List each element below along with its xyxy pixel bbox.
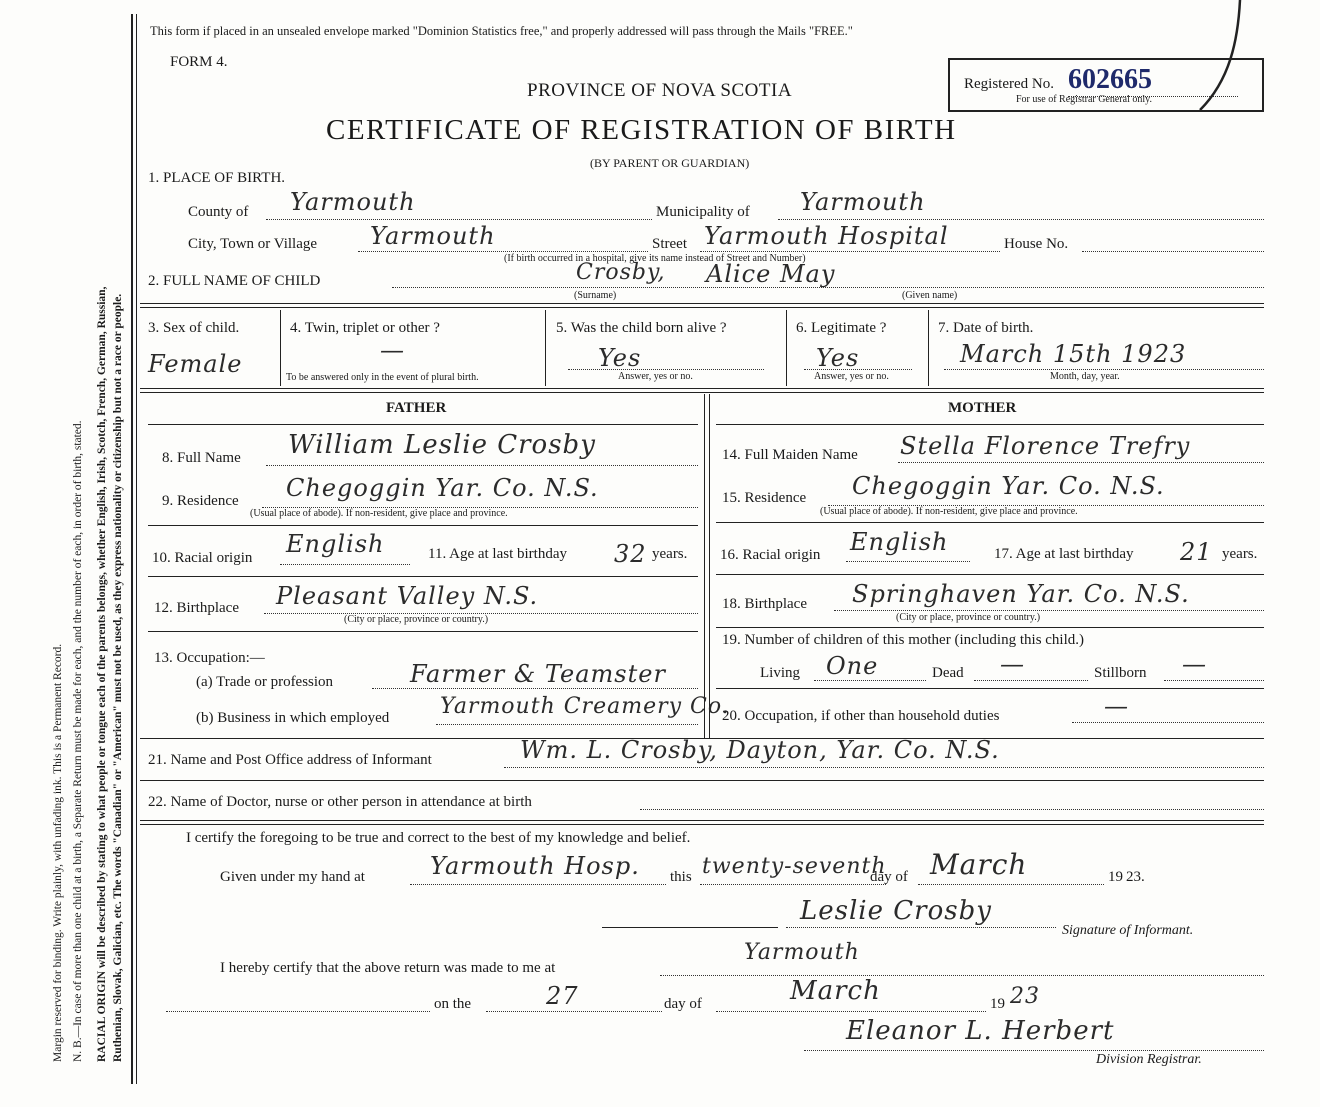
business-label: (b) Business in which employed — [196, 710, 390, 726]
margin-note-plural-birth: N. B.—In case of more than one child at a birth, a Separate Return must be made for each, and the number of each, in order of birth, stated. — [72, 420, 84, 1062]
city-value: Yarmouth — [370, 222, 496, 250]
mother-name-label: 14. Full Maiden Name — [722, 447, 858, 463]
occupation-label: 13. Occupation:— — [154, 650, 265, 666]
father-birthplace-label: 12. Birthplace — [154, 600, 239, 616]
surname-note: (Surname) — [574, 290, 617, 301]
living-label: Living — [760, 665, 800, 681]
mother-heading: MOTHER — [948, 400, 1017, 416]
father-heading: FATHER — [386, 400, 447, 416]
father-residence-value: Chegoggin Yar. Co. N.S. — [286, 474, 599, 502]
dead-value: — — [1000, 650, 1025, 678]
registrar-month: March — [790, 976, 881, 1006]
province-heading: PROVINCE OF NOVA SCOTIA — [527, 80, 793, 101]
legitimate-label: 6. Legitimate ? — [796, 320, 887, 336]
legitimate-value: Yes — [816, 344, 860, 372]
registered-note: For use of Registrar General only. — [1016, 94, 1152, 105]
registrar-day-of: day of — [664, 996, 702, 1012]
county-value: Yarmouth — [290, 188, 416, 216]
living-value: One — [826, 652, 879, 680]
children-count-label: 19. Number of children of this mother (including this child.) — [722, 632, 1085, 648]
given-label: Given under my hand at — [220, 869, 365, 885]
registrar-day: 27 — [546, 982, 579, 1010]
sex-label: 3. Sex of child. — [148, 320, 240, 336]
margin-note-racial-origin: RACIAL ORIGIN will be described by stating to what people or tongue each of the parents belongs, whether English, Irish, Scotch, French, German, Russian, — [96, 286, 108, 1062]
mother-race-label: 16. Racial origin — [720, 547, 821, 563]
date-note: Month, day, year. — [1050, 371, 1120, 382]
registered-label: Registered No. — [964, 76, 1054, 92]
city-label: City, Town or Village — [188, 236, 318, 252]
stillborn-value: — — [1182, 650, 1207, 678]
mother-age-value: 21 — [1180, 538, 1213, 566]
given-month: March — [930, 848, 1028, 881]
alive-value: Yes — [598, 344, 642, 372]
page-subtitle: (BY PARENT OR GUARDIAN) — [590, 156, 750, 170]
father-birthplace-value: Pleasant Valley N.S. — [276, 582, 539, 610]
mother-occupation-value: — — [1104, 692, 1129, 720]
child-given-name: Alice May — [706, 260, 836, 288]
father-age-value: 32 — [614, 540, 647, 568]
registrar-signature: Eleanor L. Herbert — [846, 1016, 1115, 1046]
county-label: County of — [188, 204, 249, 220]
mother-birthplace-value: Springhaven Yar. Co. N.S. — [852, 580, 1190, 608]
sex-value: Female — [148, 350, 243, 378]
trade-label: (a) Trade or profession — [196, 674, 334, 690]
registrar-on-the: on the — [434, 996, 472, 1012]
given-name-note: (Given name) — [902, 290, 958, 301]
business-value: Yarmouth Creamery Co. — [440, 694, 730, 719]
registrar-statement: I hereby certify that the above return was made to me at — [220, 960, 556, 976]
mother-age-label: 17. Age at last birthday — [994, 546, 1134, 562]
this-label: this — [670, 869, 692, 885]
house-no-label: House No. — [1004, 236, 1069, 252]
dead-label: Dead — [932, 665, 964, 681]
informant-value: Wm. L. Crosby, Dayton, Yar. Co. N.S. — [520, 736, 1000, 764]
street-label: Street — [652, 236, 687, 252]
father-race-label: 10. Racial origin — [152, 550, 253, 566]
father-name-value: William Leslie Crosby — [288, 430, 596, 460]
mother-residence-value: Chegoggin Yar. Co. N.S. — [852, 472, 1165, 500]
doctor-label: 22. Name of Doctor, nurse or other person in attendance at birth — [148, 794, 532, 810]
day-of-label: day of — [870, 869, 908, 885]
mother-birthplace-label: 18. Birthplace — [722, 596, 807, 612]
twin-value: — — [380, 336, 405, 364]
place-of-birth-heading: 1. PLACE OF BIRTH. — [148, 170, 286, 186]
page-title: CERTIFICATE OF REGISTRATION OF BIRTH — [326, 114, 957, 146]
municipality-value: Yarmouth — [800, 188, 926, 216]
father-age-label: 11. Age at last birthday — [428, 546, 567, 562]
father-residence-label: 9. Residence — [162, 493, 239, 509]
father-birthplace-note: (City or place, province or country.) — [344, 614, 489, 625]
informant-signature: Leslie Crosby — [800, 896, 992, 926]
father-race-value: English — [286, 530, 385, 558]
trade-value: Farmer & Teamster — [410, 660, 666, 688]
legitimate-note: Answer, yes or no. — [814, 371, 889, 382]
child-name-label: 2. FULL NAME OF CHILD — [148, 273, 321, 289]
alive-label: 5. Was the child born alive ? — [556, 320, 727, 336]
mother-residence-label: 15. Residence — [722, 490, 807, 506]
mother-residence-note: (Usual place of abode). If non-resident, give place and province. — [820, 506, 1078, 517]
pen-mark-icon — [1180, 0, 1250, 120]
mother-age-years: years. — [1222, 546, 1258, 562]
certify-statement: I certify the foregoing to be true and correct to the best of my knowledge and belief. — [186, 830, 691, 846]
registrar-year-prefix: 19 — [990, 996, 1005, 1012]
given-day: twenty-seventh — [702, 854, 887, 879]
top-notice: This form if placed in an unsealed envelope marked "Dominion Statistics free," and properly addressed will pass through the Mails "FREE." — [150, 24, 853, 38]
child-surname: Crosby, — [576, 260, 666, 285]
stillborn-label: Stillborn — [1094, 665, 1147, 681]
twin-label: 4. Twin, triplet or other ? — [290, 320, 440, 336]
date-value: March 15th 1923 — [960, 340, 1187, 368]
registered-number: 602665 — [1068, 64, 1152, 95]
father-name-label: 8. Full Name — [162, 450, 241, 466]
given-year-prefix: 19 — [1108, 869, 1123, 885]
informant-label: 21. Name and Post Office address of Informant — [148, 752, 432, 768]
date-label: 7. Date of birth. — [938, 320, 1034, 336]
hospital-note: (If birth occurred in a hospital, give its name instead of Street and Number) — [504, 253, 806, 264]
mother-birthplace-note: (City or place, province or country.) — [896, 612, 1041, 623]
margin-note-racial-origin-cont: Ruthenian, Slovak, Galician, etc. The words "Canadian" or "American" must not be used, as they express nationality or citizenship but not a race or people. — [112, 293, 124, 1062]
father-age-years: years. — [652, 546, 688, 562]
given-year: 23. — [1126, 869, 1145, 885]
alive-note: Answer, yes or no. — [618, 371, 693, 382]
twin-note: To be answered only in the event of plural birth. — [286, 372, 479, 383]
street-value: Yarmouth Hospital — [704, 222, 949, 250]
given-place: Yarmouth Hosp. — [430, 852, 640, 880]
municipality-label: Municipality of — [656, 204, 750, 220]
informant-signature-label: Signature of Informant. — [1062, 923, 1194, 938]
registrar-place: Yarmouth — [744, 940, 860, 965]
father-residence-note: (Usual place of abode). If non-resident, give place and province. — [250, 508, 508, 519]
registrar-year: 23 — [1010, 984, 1040, 1009]
mother-occupation-label: 20. Occupation, if other than household duties — [722, 708, 1000, 724]
form-number: FORM 4. — [170, 54, 228, 70]
mother-name-value: Stella Florence Trefry — [900, 432, 1191, 460]
registrar-signature-label: Division Registrar. — [1096, 1052, 1202, 1067]
mother-race-value: English — [850, 528, 949, 556]
margin-note-binding: Margin reserved for binding. Write plainly, with unfading ink. This is a Permanent Record. — [52, 643, 64, 1062]
